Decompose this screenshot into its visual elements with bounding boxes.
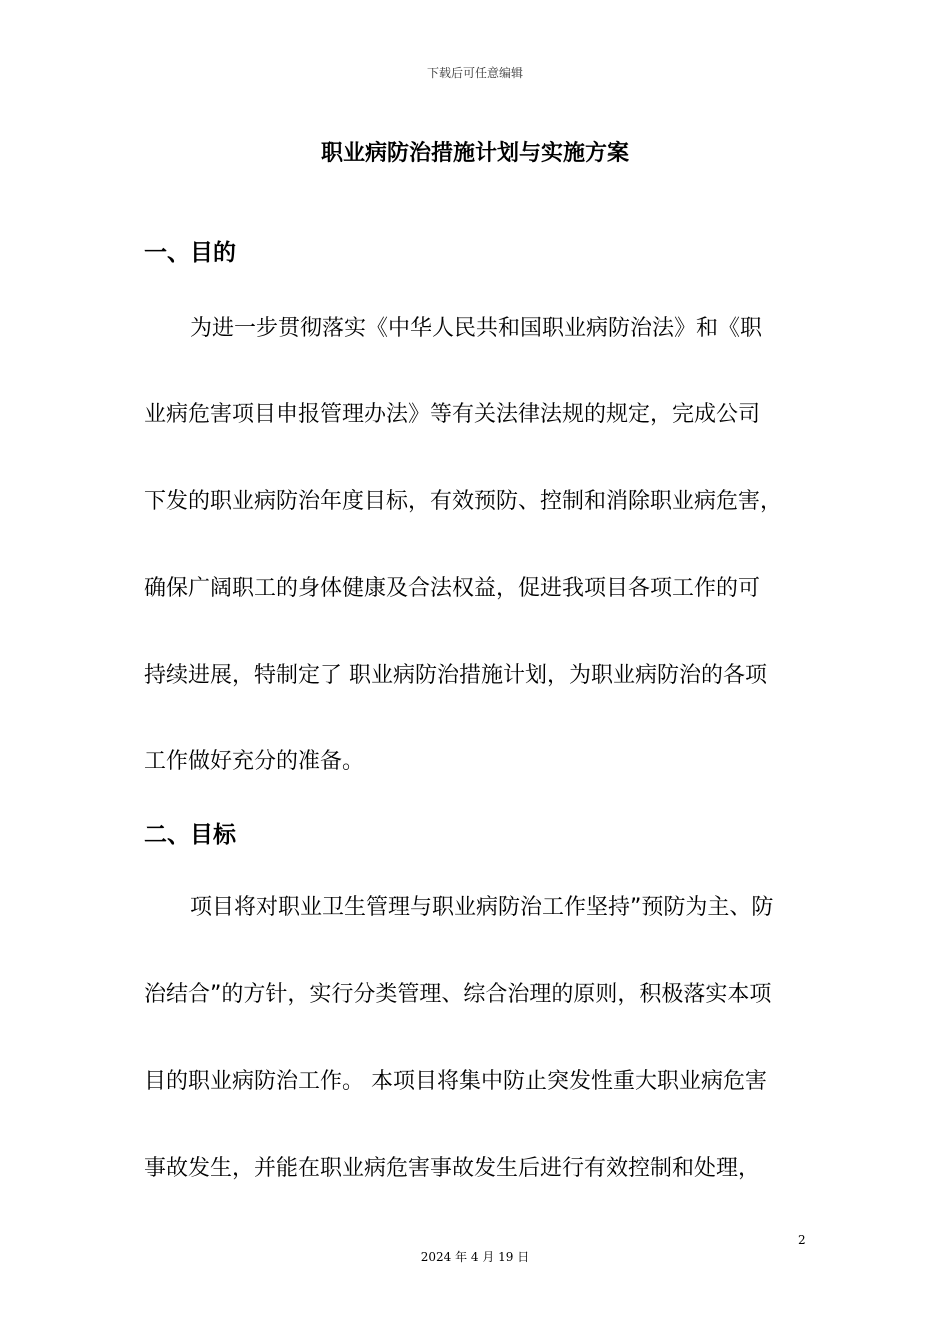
paragraph-line: 治结合”的方针，实行分类管理、综合治理的原则，积极落实本项 [144, 982, 772, 1007]
paragraph-line: 业病危害项目申报管理办法》等有关法律法规的规定，完成公司 [144, 402, 761, 427]
paragraph-line: 目的职业病防治工作。 本项目将集中防止突发性重大职业病危害 [144, 1069, 767, 1094]
paragraph-line: 工作做好充分的准备。 [144, 749, 365, 774]
page-number: 2 [798, 1233, 806, 1247]
document-title: 职业病防治措施计划与实施方案 [320, 141, 629, 166]
section-heading-purpose: 一、目的 [144, 240, 236, 266]
paragraph-line: 下发的职业病防治年度目标，有效预防、控制和消除职业病危害， [144, 489, 783, 514]
paragraph-line: 事故发生，并能在职业病危害事故发生后进行有效控制和处理， [144, 1156, 761, 1181]
footer-date: 2024 年 4 月 19 日 [420, 1250, 530, 1264]
section-heading-goal: 二、目标 [144, 822, 236, 848]
paragraph-line: 为进一步贯彻落实《中华人民共和国职业病防治法》和《职 [190, 316, 763, 341]
paragraph-line: 项目将对职业卫生管理与职业病防治工作坚持”预防为主、防 [190, 895, 774, 920]
header-note: 下载后可任意编辑 [426, 66, 523, 80]
paragraph-line: 持续进展，特制定了 职业病防治措施计划，为职业病防治的各项 [144, 663, 767, 688]
paragraph-line: 确保广阔职工的身体健康及合法权益，促进我项目各项工作的可 [144, 576, 761, 601]
